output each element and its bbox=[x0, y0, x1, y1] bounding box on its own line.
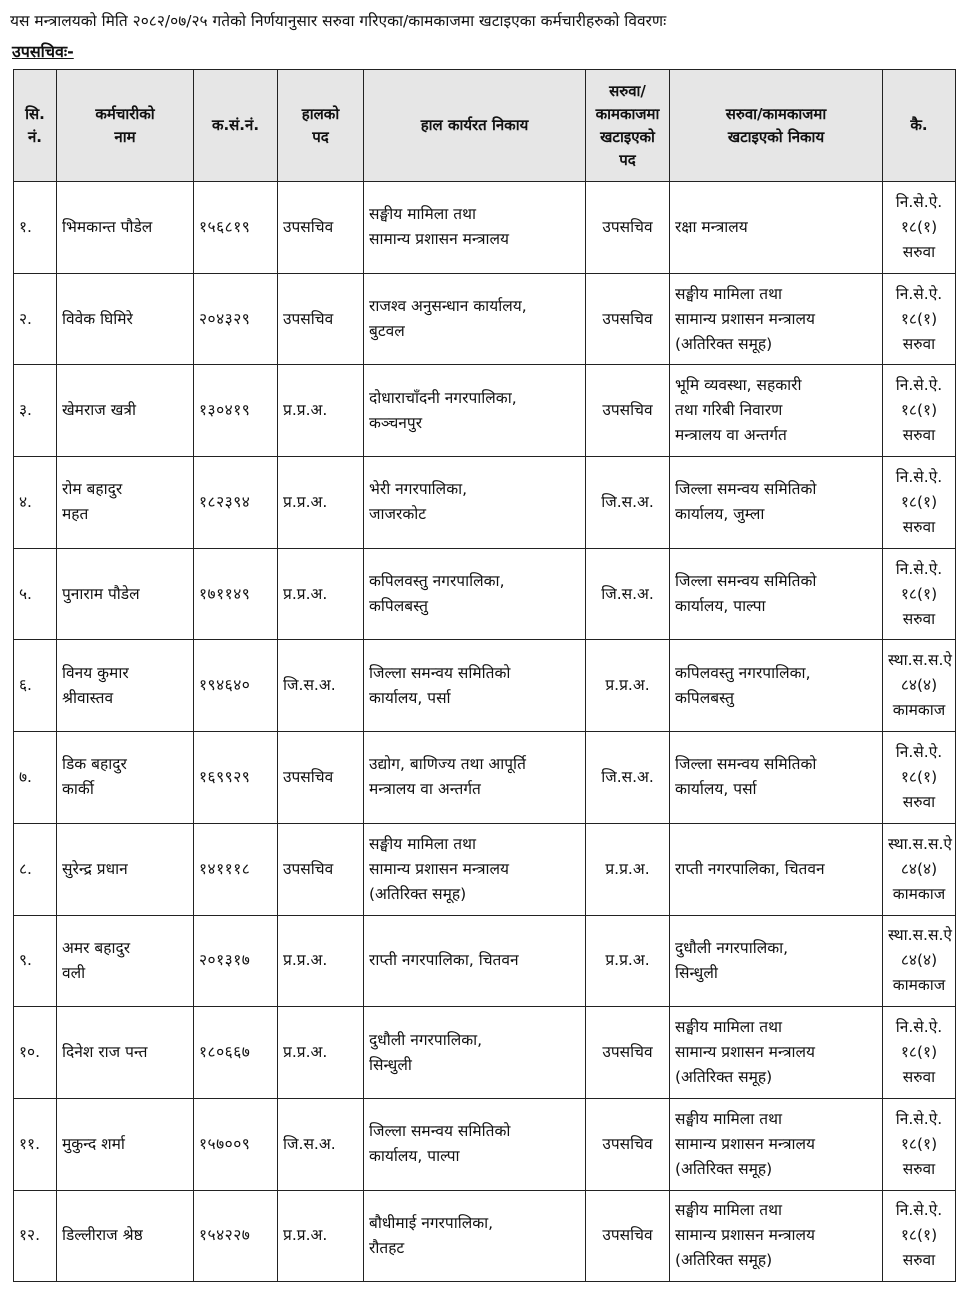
table-row bbox=[14, 1190, 956, 1282]
cell-name bbox=[57, 548, 194, 640]
intro-text: यस मन्त्रालयको मिति २०८२/०७/२५ गतेको निर्णयानुसार सरुवा गरिएका/कामकाजमा खटाइएका कर्मचारीहरुको विवरणः bbox=[10, 12, 667, 30]
cell-name-line: वली bbox=[62, 963, 86, 982]
cell-remarks bbox=[883, 1007, 956, 1099]
cell-cd-no: १४१११८ bbox=[194, 823, 278, 915]
header-name-line: कर्मचारीको bbox=[95, 104, 155, 123]
cell-cd-no: २०४३२९ bbox=[194, 273, 278, 365]
cell-transfer-office-line: कपिलवस्तु नगरपालिका, bbox=[675, 663, 811, 682]
cell-transfer-office-line: सङ्घीय मामिला तथा bbox=[675, 1201, 782, 1220]
header-current-office-line: हाल कार्यरत निकाय bbox=[420, 116, 529, 134]
table-row bbox=[14, 365, 956, 457]
cell-name bbox=[57, 457, 194, 549]
table-row bbox=[14, 182, 956, 274]
cell-name bbox=[57, 365, 194, 457]
cell-current-post: जि.स.अ. bbox=[278, 640, 364, 732]
cell-current-office-line: दुधौली नगरपालिका, bbox=[369, 1030, 483, 1049]
cell-current-office-line: सिन्धुली bbox=[369, 1055, 412, 1074]
header-name bbox=[57, 70, 194, 182]
cell-name-line: पुनाराम पौडेल bbox=[62, 584, 140, 603]
cell-transfer-office-line: (अतिरिक्त समूह) bbox=[675, 1159, 773, 1178]
cell-remarks-line: कामकाज bbox=[892, 884, 946, 903]
cell-remarks-line: सरुवा bbox=[902, 1251, 936, 1270]
cell-transfer-post: उपसचिव bbox=[586, 365, 670, 457]
header-sn-line: नं. bbox=[27, 127, 43, 146]
cell-remarks-line: नि.से.ऐ. bbox=[895, 559, 943, 578]
cell-name-line: सुरेन्द्र प्रधान bbox=[62, 859, 128, 878]
cell-remarks bbox=[883, 548, 956, 640]
cell-cd-no: १६९९२९ bbox=[194, 732, 278, 824]
cell-current-post: प्र.प्र.अ. bbox=[278, 457, 364, 549]
cell-cd-no: १८२३९४ bbox=[194, 457, 278, 549]
cell-remarks-line: नि.से.ऐ. bbox=[895, 467, 943, 486]
cell-cd-no: १३०४१९ bbox=[194, 365, 278, 457]
cell-name-line: खेमराज खत्री bbox=[62, 401, 136, 420]
cell-current-office-line: मन्त्रालय वा अन्तर्गत bbox=[369, 780, 481, 799]
cell-remarks-line: स्था.स.स.ऐ bbox=[888, 926, 952, 945]
cell-cd-no: १५६८१९ bbox=[194, 182, 278, 274]
cell-transfer-office-line: सङ्घीय मामिला तथा bbox=[675, 1109, 782, 1128]
cell-name bbox=[57, 732, 194, 824]
cell-current-office bbox=[364, 640, 586, 732]
cell-transfer-office bbox=[670, 1098, 883, 1190]
cell-transfer-post: जि.स.अ. bbox=[586, 457, 670, 549]
cell-remarks-line: १८(१) bbox=[900, 1226, 938, 1245]
header-transfer-post-line: कामकाजमा bbox=[595, 104, 660, 123]
header-current-post-line: पद bbox=[312, 127, 329, 146]
cell-remarks-line: सरुवा bbox=[902, 1068, 936, 1087]
cell-transfer-office-line: सङ्घीय मामिला तथा bbox=[675, 284, 782, 303]
cell-sn: २. bbox=[14, 273, 57, 365]
cell-name-line: कार्की bbox=[62, 780, 94, 799]
cell-remarks-line: १८(१) bbox=[900, 1043, 938, 1062]
cell-current-post: प्र.प्र.अ. bbox=[278, 1007, 364, 1099]
cell-sn: ३. bbox=[14, 365, 57, 457]
cell-name-line: विनय कुमार bbox=[62, 663, 129, 682]
header-remarks bbox=[883, 70, 956, 182]
section-heading: उपसचिवः- bbox=[12, 42, 74, 61]
cell-remarks-line: १८(१) bbox=[900, 217, 938, 236]
header-remarks-line: कै. bbox=[910, 116, 928, 134]
header-current-office bbox=[364, 70, 586, 182]
table-row bbox=[14, 548, 956, 640]
cell-current-post: प्र.प्र.अ. bbox=[278, 915, 364, 1007]
cell-transfer-office-line: जिल्ला समन्वय समितिको bbox=[675, 572, 817, 591]
cell-current-post: प्र.प्र.अ. bbox=[278, 548, 364, 640]
cell-remarks-line: नि.से.ऐ. bbox=[895, 1109, 943, 1128]
cell-transfer-office-line: (अतिरिक्त समूह) bbox=[675, 1251, 773, 1270]
cell-transfer-office bbox=[670, 640, 883, 732]
cell-current-office-line: उद्योग, बाणिज्य तथा आपूर्ति bbox=[369, 755, 526, 774]
cell-sn: ९. bbox=[14, 915, 57, 1007]
cell-current-office-line: कार्यालय, पर्सा bbox=[369, 688, 451, 707]
cell-transfer-office bbox=[670, 1190, 883, 1282]
cell-transfer-post: उपसचिव bbox=[586, 1190, 670, 1282]
cell-current-post: जि.स.अ. bbox=[278, 1098, 364, 1190]
cell-remarks-line: स्था.स.स.ऐ bbox=[888, 834, 952, 853]
cell-remarks-line: ८४(४) bbox=[900, 951, 938, 970]
cell-sn: ४. bbox=[14, 457, 57, 549]
cell-remarks-line: ८४(४) bbox=[900, 676, 938, 695]
cell-remarks bbox=[883, 1098, 956, 1190]
table-row bbox=[14, 273, 956, 365]
cell-current-office bbox=[364, 915, 586, 1007]
cell-remarks-line: १८(१) bbox=[900, 401, 938, 420]
cell-remarks-line: सरुवा bbox=[902, 792, 936, 811]
cell-transfer-office-line: सङ्घीय मामिला तथा bbox=[675, 1018, 782, 1037]
cell-remarks-line: ८४(४) bbox=[900, 859, 938, 878]
cell-remarks-line: नि.से.ऐ. bbox=[895, 192, 943, 211]
cell-transfer-office-line: तथा गरिबी निवारण bbox=[675, 401, 783, 420]
cell-remarks-line: नि.से.ऐ. bbox=[895, 1201, 943, 1220]
cell-name bbox=[57, 182, 194, 274]
cell-current-office-line: राजश्व अनुसन्धान कार्यालय, bbox=[369, 297, 527, 316]
cell-current-office bbox=[364, 1098, 586, 1190]
cell-current-post: उपसचिव bbox=[278, 732, 364, 824]
cell-remarks-line: नि.से.ऐ. bbox=[895, 1018, 943, 1037]
cell-current-office-line: सङ्घीय मामिला तथा bbox=[369, 834, 476, 853]
cell-name-line: डिक बहादुर bbox=[62, 755, 127, 774]
cell-current-office-line: सङ्घीय मामिला तथा bbox=[369, 205, 476, 224]
table-row bbox=[14, 732, 956, 824]
cell-remarks bbox=[883, 823, 956, 915]
cell-cd-no: २०१३१७ bbox=[194, 915, 278, 1007]
cell-transfer-office-line: कपिलबस्तु bbox=[675, 688, 734, 707]
cell-current-office-line: रौतहट bbox=[369, 1238, 405, 1257]
header-sn-line: सि. bbox=[25, 104, 45, 123]
cell-current-office-line: कपिलबस्तु bbox=[369, 597, 428, 616]
cell-transfer-office-line: सामान्य प्रशासन मन्त्रालय bbox=[675, 1226, 816, 1245]
cell-remarks-line: नि.से.ऐ. bbox=[895, 742, 943, 761]
cell-remarks-line: कामकाज bbox=[892, 976, 946, 995]
cell-transfer-office-line: जिल्ला समन्वय समितिको bbox=[675, 755, 817, 774]
cell-cd-no: १५४२२७ bbox=[194, 1190, 278, 1282]
cell-remarks bbox=[883, 640, 956, 732]
cell-cd-no: १९४६४० bbox=[194, 640, 278, 732]
cell-cd-no: १७११४९ bbox=[194, 548, 278, 640]
cell-transfer-office bbox=[670, 1007, 883, 1099]
cell-sn: १. bbox=[14, 182, 57, 274]
cell-sn: ७. bbox=[14, 732, 57, 824]
cell-transfer-office-line: मन्त्रालय वा अन्तर्गत bbox=[675, 426, 787, 445]
cell-transfer-office bbox=[670, 273, 883, 365]
cell-transfer-office-line: सामान्य प्रशासन मन्त्रालय bbox=[675, 1134, 816, 1153]
cell-transfer-office-line: रक्षा मन्त्रालय bbox=[675, 217, 748, 236]
cell-remarks-line: १८(१) bbox=[900, 767, 938, 786]
cell-sn: १०. bbox=[14, 1007, 57, 1099]
header-cd-no-line: क.सं.नं. bbox=[211, 116, 260, 134]
cell-transfer-office-line: कार्यालय, पाल्पा bbox=[675, 597, 766, 616]
cell-sn: ६. bbox=[14, 640, 57, 732]
cell-current-office bbox=[364, 1007, 586, 1099]
table-row bbox=[14, 915, 956, 1007]
cell-sn: ८. bbox=[14, 823, 57, 915]
cell-name-line: मुकुन्द शर्मा bbox=[62, 1134, 125, 1153]
cell-current-office-line: (अतिरिक्त समूह) bbox=[369, 884, 467, 903]
cell-transfer-office-line: कार्यालय, जुम्ला bbox=[675, 505, 765, 524]
cell-transfer-post: प्र.प्र.अ. bbox=[586, 823, 670, 915]
cell-name-line: डिल्लीराज श्रेष्ठ bbox=[62, 1226, 143, 1245]
header-transfer-office bbox=[670, 70, 883, 182]
cell-name-line: रोम बहादुर bbox=[62, 480, 123, 499]
cell-transfer-post: उपसचिव bbox=[586, 1098, 670, 1190]
table-row bbox=[14, 640, 956, 732]
cell-current-office bbox=[364, 548, 586, 640]
cell-remarks bbox=[883, 915, 956, 1007]
cell-name-line: महत bbox=[62, 505, 89, 524]
cell-current-post: प्र.प्र.अ. bbox=[278, 365, 364, 457]
cell-name bbox=[57, 273, 194, 365]
header-name-line: नाम bbox=[114, 127, 136, 146]
cell-transfer-office-line: जिल्ला समन्वय समितिको bbox=[675, 480, 817, 499]
cell-transfer-post: जि.स.अ. bbox=[586, 732, 670, 824]
cell-remarks bbox=[883, 457, 956, 549]
cell-name bbox=[57, 640, 194, 732]
cell-current-office bbox=[364, 732, 586, 824]
table-row bbox=[14, 823, 956, 915]
cell-current-post: उपसचिव bbox=[278, 823, 364, 915]
cell-current-post: प्र.प्र.अ. bbox=[278, 1190, 364, 1282]
cell-transfer-post: प्र.प्र.अ. bbox=[586, 915, 670, 1007]
cell-current-post: उपसचिव bbox=[278, 273, 364, 365]
cell-transfer-office bbox=[670, 823, 883, 915]
table-body bbox=[14, 182, 956, 1282]
cell-current-office-line: जिल्ला समन्वय समितिको bbox=[369, 663, 511, 682]
cell-transfer-office bbox=[670, 548, 883, 640]
cell-current-office bbox=[364, 1190, 586, 1282]
cell-current-office-line: जिल्ला समन्वय समितिको bbox=[369, 1122, 511, 1141]
cell-current-post: उपसचिव bbox=[278, 182, 364, 274]
header-transfer-post-line: खटाइएको bbox=[600, 127, 655, 146]
cell-current-office-line: बौधीमाई नगरपालिका, bbox=[369, 1213, 494, 1232]
cell-current-office-line: कञ्चनपुर bbox=[369, 413, 423, 432]
cell-transfer-post: प्र.प्र.अ. bbox=[586, 640, 670, 732]
cell-remarks-line: १८(१) bbox=[900, 492, 938, 511]
cell-name-line: दिनेश राज पन्त bbox=[62, 1043, 148, 1062]
cell-remarks bbox=[883, 365, 956, 457]
cell-remarks-line: कामकाज bbox=[892, 701, 946, 720]
table-row bbox=[14, 1098, 956, 1190]
cell-transfer-office-line: राप्ती नगरपालिका, चितवन bbox=[675, 859, 825, 878]
cell-name bbox=[57, 915, 194, 1007]
header-transfer-office-line: सरुवा/कामकाजमा bbox=[725, 104, 827, 123]
cell-remarks-line: १८(१) bbox=[900, 1134, 938, 1153]
header-transfer-post bbox=[586, 70, 670, 182]
cell-current-office bbox=[364, 823, 586, 915]
cell-transfer-post: उपसचिव bbox=[586, 273, 670, 365]
cell-remarks-line: सरुवा bbox=[902, 242, 936, 261]
header-current-post bbox=[278, 70, 364, 182]
cell-cd-no: १५७००९ bbox=[194, 1098, 278, 1190]
transfer-table bbox=[13, 69, 956, 1282]
cell-remarks-line: नि.से.ऐ. bbox=[895, 376, 943, 395]
cell-transfer-office-line: कार्यालय, पर्सा bbox=[675, 780, 757, 799]
cell-name bbox=[57, 1007, 194, 1099]
cell-current-office-line: जाजरकोट bbox=[369, 505, 427, 524]
cell-remarks bbox=[883, 273, 956, 365]
cell-name bbox=[57, 1190, 194, 1282]
cell-sn: ५. bbox=[14, 548, 57, 640]
cell-cd-no: १८०६६७ bbox=[194, 1007, 278, 1099]
header-transfer-post-line: सरुवा/ bbox=[609, 81, 646, 100]
cell-remarks-line: सरुवा bbox=[902, 517, 936, 536]
cell-remarks-line: नि.से.ऐ. bbox=[895, 284, 943, 303]
cell-remarks-line: स्था.स.स.ऐ bbox=[888, 651, 952, 670]
cell-remarks-line: सरुवा bbox=[902, 426, 936, 445]
cell-current-office-line: कार्यालय, पाल्पा bbox=[369, 1147, 460, 1166]
cell-name-line: विवेक घिमिरे bbox=[62, 309, 133, 328]
cell-remarks-line: १८(१) bbox=[900, 309, 938, 328]
cell-current-office-line: सामान्य प्रशासन मन्त्रालय bbox=[369, 859, 510, 878]
header-transfer-office-line: खटाइएको निकाय bbox=[727, 127, 825, 146]
cell-current-office-line: दोधाराचाँदनी नगरपालिका, bbox=[369, 388, 517, 407]
cell-name bbox=[57, 823, 194, 915]
header-cd-no bbox=[194, 70, 278, 182]
cell-sn: ११. bbox=[14, 1098, 57, 1190]
cell-current-office bbox=[364, 273, 586, 365]
cell-transfer-office bbox=[670, 732, 883, 824]
cell-transfer-office bbox=[670, 182, 883, 274]
cell-transfer-post: उपसचिव bbox=[586, 182, 670, 274]
table-header-row bbox=[14, 70, 956, 182]
cell-current-office bbox=[364, 457, 586, 549]
header-sn bbox=[14, 70, 57, 182]
cell-current-office-line: बुटवल bbox=[369, 322, 405, 341]
cell-remarks-line: सरुवा bbox=[902, 1159, 936, 1178]
cell-name-line: श्रीवास्तव bbox=[62, 688, 114, 707]
cell-name-line: भिमकान्त पौडेल bbox=[62, 217, 153, 236]
cell-transfer-post: उपसचिव bbox=[586, 1007, 670, 1099]
cell-current-office bbox=[364, 365, 586, 457]
cell-transfer-office-line: सिन्धुली bbox=[675, 963, 718, 982]
table-row bbox=[14, 457, 956, 549]
cell-name-line: अमर बहादुर bbox=[62, 938, 131, 957]
cell-current-office bbox=[364, 182, 586, 274]
cell-remarks-line: सरुवा bbox=[902, 334, 936, 353]
cell-transfer-office-line: सामान्य प्रशासन मन्त्रालय bbox=[675, 309, 816, 328]
cell-current-office-line: कपिलवस्तु नगरपालिका, bbox=[369, 572, 505, 591]
cell-transfer-office bbox=[670, 457, 883, 549]
cell-transfer-post: जि.स.अ. bbox=[586, 548, 670, 640]
cell-transfer-office-line: दुधौली नगरपालिका, bbox=[675, 938, 789, 957]
header-current-post-line: हालको bbox=[301, 104, 340, 123]
cell-transfer-office-line: भूमि व्यवस्था, सहकारी bbox=[675, 376, 802, 395]
cell-current-office-line: सामान्य प्रशासन मन्त्रालय bbox=[369, 230, 510, 249]
cell-name bbox=[57, 1098, 194, 1190]
cell-transfer-office-line: (अतिरिक्त समूह) bbox=[675, 1068, 773, 1087]
cell-current-office-line: राप्ती नगरपालिका, चितवन bbox=[369, 951, 519, 970]
header-transfer-post-line: पद bbox=[619, 150, 636, 169]
cell-transfer-office bbox=[670, 365, 883, 457]
cell-current-office-line: भेरी नगरपालिका, bbox=[369, 480, 468, 499]
cell-transfer-office bbox=[670, 915, 883, 1007]
cell-remarks bbox=[883, 182, 956, 274]
cell-remarks-line: सरुवा bbox=[902, 609, 936, 628]
cell-sn: १२. bbox=[14, 1190, 57, 1282]
table-row bbox=[14, 1007, 956, 1099]
cell-transfer-office-line: सामान्य प्रशासन मन्त्रालय bbox=[675, 1043, 816, 1062]
cell-remarks-line: १८(१) bbox=[900, 584, 938, 603]
cell-remarks bbox=[883, 1190, 956, 1282]
cell-transfer-office-line: (अतिरिक्त समूह) bbox=[675, 334, 773, 353]
cell-remarks bbox=[883, 732, 956, 824]
